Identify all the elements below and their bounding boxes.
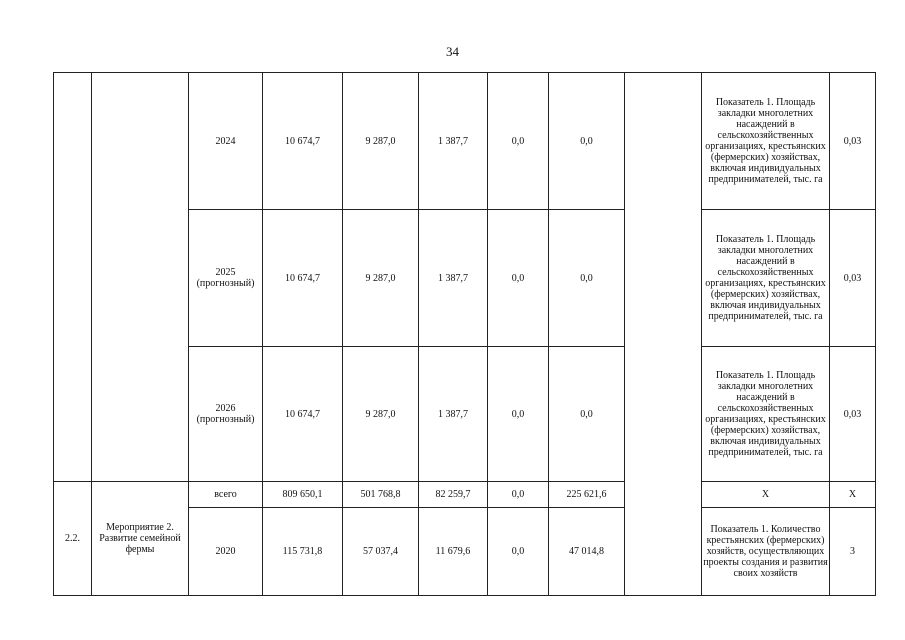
program-funding-table	[53, 72, 876, 596]
indicator-cell: Показатель 1. Площадь закладки многолетних насаждений в сельскохозяйственных организациях, крестьянских (фермерских) хозяйствах, включая индивидуальных предпринимателей, тыс. га	[702, 73, 830, 210]
other-cell: 0,0	[549, 347, 625, 482]
regional-cell: 82 259,7	[419, 482, 488, 508]
year-cell: 2020	[189, 508, 263, 596]
year-cell: всего	[189, 482, 263, 508]
regional-cell: 1 387,7	[419, 347, 488, 482]
federal-cell: 501 768,8	[343, 482, 419, 508]
name-cell-empty	[92, 73, 189, 482]
regional-cell: 11 679,6	[419, 508, 488, 596]
indicator-cell: Показатель 1. Площадь закладки многолетних насаждений в сельскохозяйственных организациях, крестьянских (фермерских) хозяйствах, включая индивидуальных предпринимателей, тыс. га	[702, 347, 830, 482]
regional-cell: 1 387,7	[419, 210, 488, 347]
other-cell: 47 014,8	[549, 508, 625, 596]
total-cell: 10 674,7	[263, 210, 343, 347]
number-cell-empty	[54, 73, 92, 482]
regional-cell: 1 387,7	[419, 73, 488, 210]
local-cell: 0,0	[488, 347, 549, 482]
local-cell: 0,0	[488, 210, 549, 347]
year-cell: 2026 (прогнозный)	[189, 347, 263, 482]
measure-name-cell: Мероприятие 2. Развитие семейной фермы	[92, 482, 189, 596]
page-number: 34	[446, 44, 459, 59]
total-cell: 10 674,7	[263, 347, 343, 482]
indicator-value-cell: Х	[830, 482, 876, 508]
indicator-cell: Показатель 1. Площадь закладки многолетних насаждений в сельскохозяйственных организациях, крестьянских (фермерских) хозяйствах, включая индивидуальных предпринимателей, тыс. га	[702, 210, 830, 347]
federal-cell: 57 037,4	[343, 508, 419, 596]
total-cell: 10 674,7	[263, 73, 343, 210]
local-cell: 0,0	[488, 508, 549, 596]
indicator-value-cell: 0,03	[830, 347, 876, 482]
federal-cell: 9 287,0	[343, 347, 419, 482]
local-cell: 0,0	[488, 73, 549, 210]
year-cell: 2025 (прогнозный)	[189, 210, 263, 347]
indicator-value-cell: 3	[830, 508, 876, 596]
total-cell: 115 731,8	[263, 508, 343, 596]
total-cell: 809 650,1	[263, 482, 343, 508]
indicator-cell: Х	[702, 482, 830, 508]
federal-cell: 9 287,0	[343, 210, 419, 347]
indicator-value-cell: 0,03	[830, 73, 876, 210]
table-row	[54, 73, 876, 210]
measure-number-cell: 2.2.	[54, 482, 92, 596]
year-cell: 2024	[189, 73, 263, 210]
federal-cell: 9 287,0	[343, 73, 419, 210]
executor-cell-empty	[625, 73, 702, 596]
other-cell: 225 621,6	[549, 482, 625, 508]
indicator-cell: Показатель 1. Количество крестьянских (фермерских) хозяйств, осуществляющих проекты создания и развития своих хозяйств	[702, 508, 830, 596]
other-cell: 0,0	[549, 73, 625, 210]
other-cell: 0,0	[549, 210, 625, 347]
indicator-value-cell: 0,03	[830, 210, 876, 347]
local-cell: 0,0	[488, 482, 549, 508]
table-row	[54, 482, 876, 508]
